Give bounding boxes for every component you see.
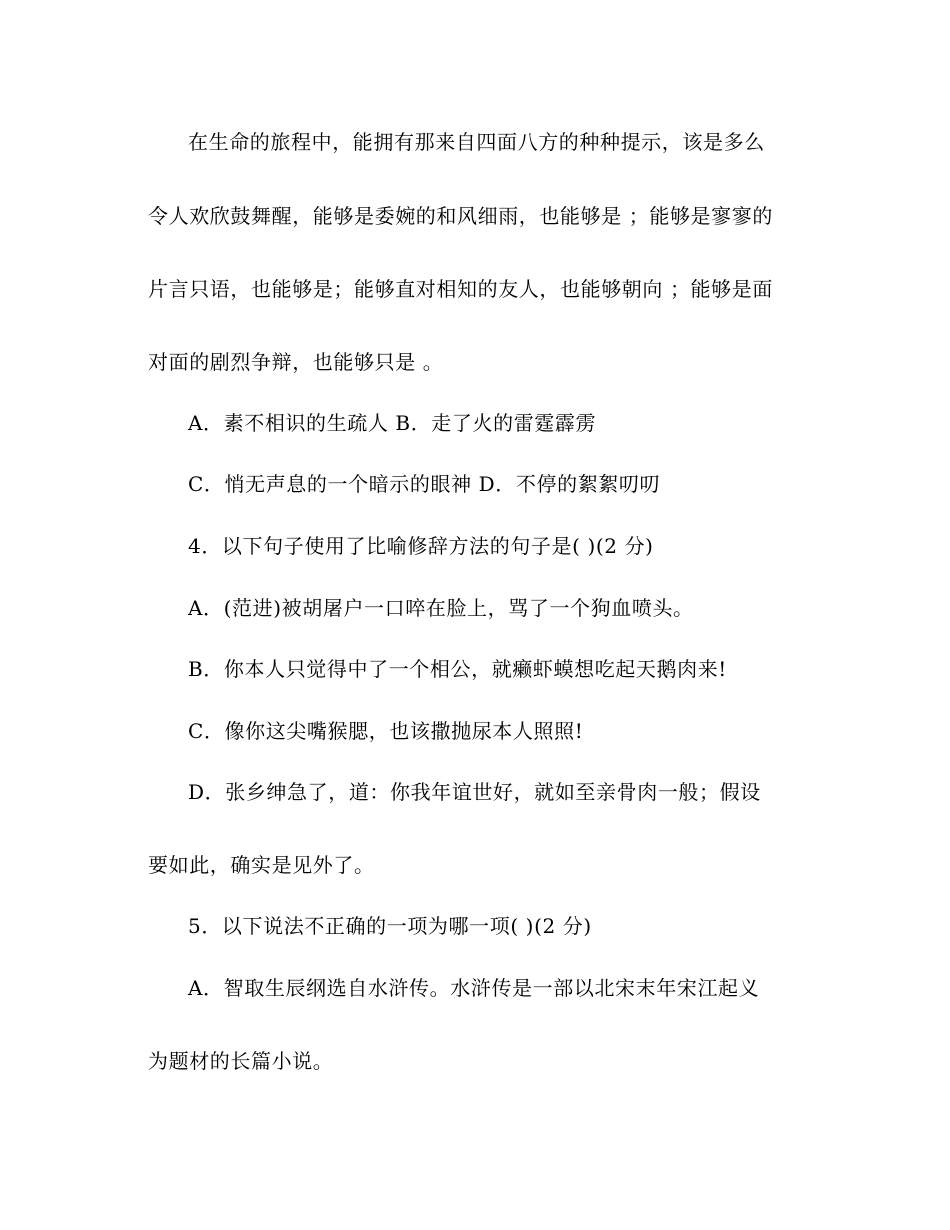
question-5-option-a: A．智取生辰纲选自水浒传。水浒传是一部以北宋末年宋江起义 [188,976,760,1000]
question-5-option-a-cont: 为题材的长篇小说。 [148,1049,334,1073]
paragraph-line-4: 对面的剧烈争辩，也能够只是 。 [148,350,444,374]
paragraph-line-1: 在生命的旅程中，能拥有那来自四面八方的种种提示，该是多么 [188,130,765,154]
question-4-option-b: B．你本人只觉得中了一个相公，就癞虾蟆想吃起天鹅肉来! [188,657,727,681]
paragraph-line-3: 片言只语，也能够是；能够直对相知的友人，也能够朝向 ；能够是面 [148,277,773,301]
question-4-option-c: C．像你这尖嘴猴腮，也该撒抛尿本人照照! [188,719,584,743]
question-5: 5．以下说法不正确的一项为哪一项( )(2 分) [188,914,592,938]
question-4-option-d-cont: 要如此，确实是见外了。 [148,853,375,877]
question-4-option-d: D．张乡绅急了，道：你我年谊世好，就如至亲骨肉一般；假设 [188,780,761,804]
option-line-cd: C．悄无声息的一个暗示的眼神 D．不停的絮絮叨叨 [188,472,661,496]
option-line-ab: A．素不相识的生疏人 B．走了火的雷霆霹雳 [188,411,597,435]
paragraph-line-2: 令人欢欣鼓舞醒，能够是委婉的和风细雨，也能够是 ；能够是寥寥的 [148,204,773,228]
question-4: 4．以下句子使用了比喻修辞方法的句子是( )(2 分) [188,534,654,558]
question-4-option-a: A．(范进)被胡屠户一口啐在脸上，骂了一个狗血喷头。 [188,596,694,620]
